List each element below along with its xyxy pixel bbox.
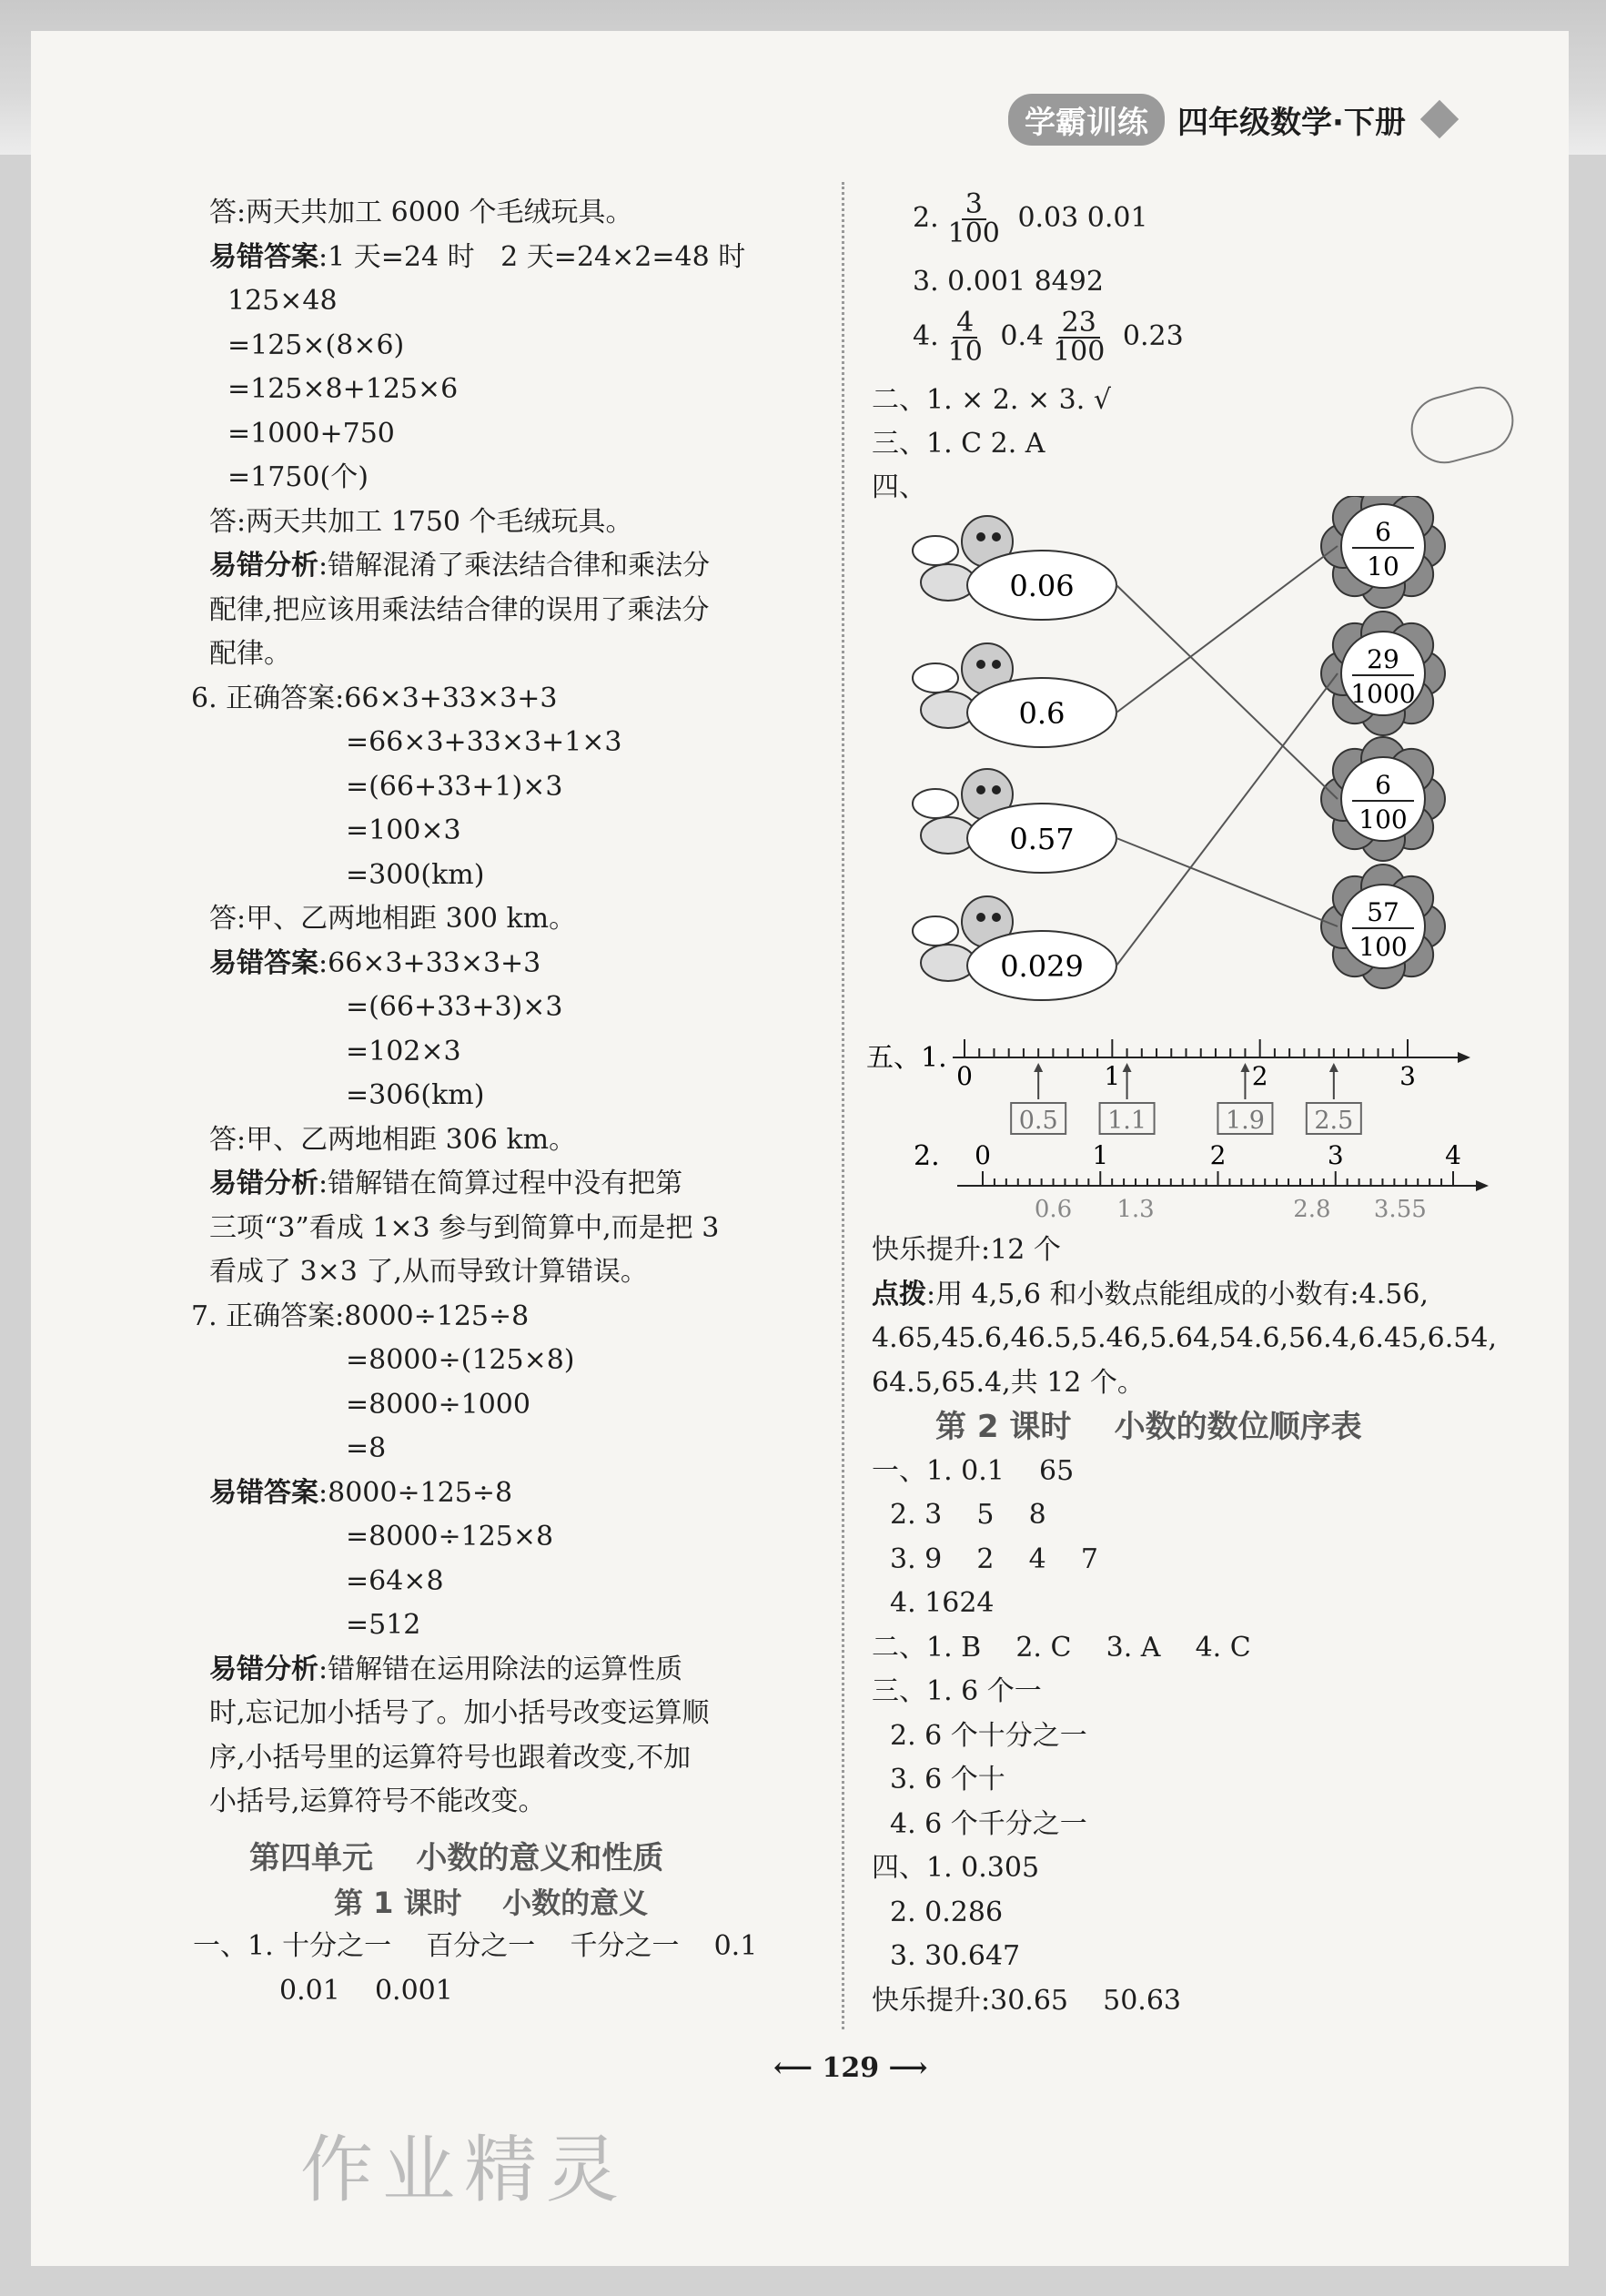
answer-line: 三、1. 6 个一 (872, 1675, 1042, 1707)
answer-line: =1000+750 (227, 417, 395, 450)
tick-label: 2 (1209, 1140, 1227, 1170)
answer-line: 2. $\frac{3}{100}$ 0.03 0.01 (913, 188, 1148, 249)
answer-line: =1750(个) (227, 461, 369, 493)
mark-value: 2.8 (1293, 1196, 1331, 1223)
answer-line: =102×3 (346, 1035, 461, 1067)
answer-line: =(66+33+1)×3 (346, 770, 563, 803)
right-column (872, 1229, 1509, 2023)
flower-item (1321, 737, 1445, 861)
answer-line: 一、1. 0.1 65 (872, 1454, 1075, 1487)
answer-line: 二、1. B 2. C 3. A 4. C (872, 1631, 1251, 1664)
flower-denominator: 100 (1359, 804, 1408, 834)
answer-line: 时,忘记加小括号了。加小括号改变运算顺 (209, 1697, 710, 1729)
answer-line: 答:两天共加工 6000 个毛绒玩具。 (209, 197, 633, 228)
answer-label: 易错答案 (209, 946, 318, 979)
answer-line: 序,小括号里的运算符号也跟着改变,不加 (209, 1741, 692, 1774)
page-number: ⟵ 129 ⟶ (773, 2052, 928, 2084)
answer-box-value: 0.5 (1018, 1107, 1058, 1135)
answer-label: 易错答案 (209, 1476, 318, 1509)
bee-value: 0.029 (1000, 949, 1084, 984)
bee-item (913, 896, 1116, 1000)
answer-line: =8 (346, 1432, 387, 1464)
bee-value: 0.06 (1009, 569, 1075, 603)
lesson-title: 第 1 课时 小数的意义 (334, 1885, 649, 1920)
fraction: $\frac{23}{100}$ (1053, 307, 1106, 368)
answer-line: 易错答案:1 天=24 时 2 天=24×2=48 时 (209, 240, 746, 273)
tick-label: 3 (1399, 1061, 1416, 1091)
grade-title: 四年级数学·下册 (1177, 104, 1406, 141)
answer-line: 4.65,45.6,46.5,5.46,5.64,54.6,56.4,6.45,6.54, (872, 1322, 1497, 1354)
fraction: $\frac{3}{100}$ (947, 188, 1000, 249)
bee-item (913, 643, 1116, 747)
numberline-label: 五、1. (866, 1042, 947, 1074)
answer-line: 125×48 (227, 285, 338, 317)
flower-denominator: 1000 (1350, 679, 1416, 709)
answer-line: =306(km) (346, 1079, 485, 1111)
fraction: $\frac{4}{10}$ (947, 307, 983, 368)
mark-value: 0.6 (1034, 1196, 1073, 1223)
answer-line: 3. 6 个十 (890, 1764, 1005, 1795)
flower-numerator: 29 (1367, 644, 1399, 674)
answer-line: 快乐提升:30.65 50.63 (872, 1984, 1182, 2017)
answer-line: 易错分析:错解错在简算过程中没有把第 (209, 1168, 683, 1199)
answer-line: 2. 0.286 (890, 1896, 1004, 1928)
tick-label: 1 (1092, 1140, 1109, 1170)
bee-value: 0.6 (1018, 696, 1066, 731)
answer-line: 3. 9 2 4 7 (890, 1542, 1098, 1575)
answer-line: 3. 30.647 (890, 1940, 1021, 1972)
answer-line: =64×8 (346, 1564, 444, 1597)
match-line (1116, 546, 1338, 713)
flower-item (1321, 496, 1445, 608)
flower-item (1321, 612, 1445, 735)
answer-line: 四、1. 0.305 (872, 1852, 1040, 1884)
answer-line: =125×8+125×6 (227, 373, 459, 405)
answer-line: 0.01 0.001 (279, 1974, 453, 2007)
answer-line: =66×3+33×3+1×3 (346, 726, 622, 758)
answer-line: 2. 3 5 8 (890, 1499, 1046, 1531)
match-line (1116, 838, 1338, 926)
answer-line: 4. 1624 (890, 1587, 995, 1619)
answer-label: 点拨 (872, 1278, 926, 1310)
answer-label: 易错分析 (209, 1168, 318, 1199)
flower-numerator: 57 (1367, 897, 1399, 927)
bee-item (913, 769, 1116, 873)
answer-line: =125×(8×6) (227, 329, 405, 361)
match-line (1116, 673, 1338, 966)
answer-line: 四、 (872, 471, 926, 503)
tick-label: 0 (956, 1061, 973, 1091)
answer-line: 答:甲、乙两地相距 306 km。 (209, 1123, 577, 1156)
answer-line: =512 (346, 1609, 421, 1641)
answer-line: =8000÷1000 (346, 1388, 530, 1421)
tick-label: 3 (1327, 1140, 1344, 1170)
answer-line: =8000÷(125×8) (346, 1344, 575, 1376)
answer-box-value: 2.5 (1314, 1107, 1354, 1135)
answer-label: 易错分析 (209, 1653, 318, 1685)
answer-line: 易错答案:66×3+33×3+3 (209, 946, 541, 979)
flower-denominator: 10 (1367, 551, 1399, 582)
left-bottom (193, 1836, 830, 2013)
tick-label: 2 (1251, 1061, 1268, 1091)
tick-label: 1 (1104, 1061, 1121, 1091)
answer-line: =8000÷125×8 (346, 1521, 554, 1553)
answer-line: 4. $\frac{4}{10}$ 0.4 $\frac{23}{100}$ 0.23 (913, 307, 1184, 368)
match-line (1116, 585, 1338, 799)
answer-line: 一、1. 十分之一 百分之一 千分之一 0.1 (193, 1930, 758, 1962)
flower-item (1321, 865, 1445, 988)
answer-line: 易错答案:8000÷125÷8 (209, 1476, 513, 1509)
left-column (191, 191, 819, 1825)
mark-value: 3.55 (1373, 1196, 1427, 1223)
page-header (1008, 93, 1490, 146)
answer-line: 小括号,运算符号不能改变。 (209, 1785, 546, 1817)
answer-line: 4. 6 个千分之一 (890, 1807, 1087, 1840)
answer-box-value: 1.9 (1225, 1107, 1265, 1135)
bee-value: 0.57 (1009, 822, 1075, 856)
matching-diagram (910, 496, 1492, 1024)
series-badge: 学霸训练 (1008, 94, 1165, 146)
answer-line: 答:甲、乙两地相距 300 km。 (209, 903, 577, 935)
answer-line: 三项“3”看成 1×3 参与到简算中,而是把 3 (209, 1211, 720, 1244)
answer-line: 配律,把应该用乘法结合律的误用了乘法分 (209, 593, 710, 626)
numberline-label: 2. (914, 1140, 940, 1172)
answer-line: 点拨:用 4,5,6 和小数点能组成的小数有:4.56, (872, 1278, 1429, 1310)
flower-numerator: 6 (1375, 517, 1391, 547)
diamond-icon (1420, 100, 1459, 138)
tick-label: 0 (975, 1140, 991, 1170)
answer-line: =300(km) (346, 858, 485, 891)
answer-line: =100×3 (346, 814, 461, 846)
answer-line: 7. 正确答案:8000÷125÷8 (191, 1300, 530, 1332)
answer-line: 易错分析:错解错在运用除法的运算性质 (209, 1653, 683, 1685)
number-lines (866, 1019, 1521, 1256)
answer-label: 易错答案 (209, 240, 318, 273)
right-top (872, 188, 1509, 504)
flower-denominator: 100 (1359, 932, 1408, 962)
mark-value: 1.3 (1116, 1196, 1155, 1223)
unit-title: 第四单元 小数的意义和性质 (249, 1840, 664, 1876)
answer-line: 易错分析:错解混淆了乘法结合律和乘法分 (209, 550, 711, 582)
answer-line: 快乐提升:12 个 (872, 1234, 1061, 1266)
answer-line: 64.5,65.4,共 12 个。 (872, 1366, 1145, 1399)
answer-line: 二、1. × 2. × 3. √ (872, 384, 1111, 416)
lesson-title: 第 2 课时 小数的数位顺序表 (935, 1409, 1362, 1445)
flower-numerator: 6 (1375, 770, 1391, 800)
answer-line: 配律。 (209, 638, 291, 670)
watermark: 作业精灵 (300, 2128, 628, 2212)
column-divider (842, 182, 844, 2029)
answer-line: 三、1. C 2. A (872, 428, 1045, 460)
answer-label: 易错分析 (209, 550, 318, 582)
answer-line: 2. 6 个十分之一 (890, 1719, 1087, 1752)
answer-box-value: 1.1 (1107, 1107, 1147, 1135)
answer-line: 6. 正确答案:66×3+33×3+3 (191, 682, 558, 714)
answer-line: 答:两天共加工 1750 个毛绒玩具。 (209, 505, 633, 538)
bee-item (913, 516, 1116, 620)
answer-line: =(66+33+3)×3 (346, 991, 563, 1023)
answer-line: 3. 0.001 8492 (913, 266, 1104, 298)
tick-label: 4 (1445, 1140, 1461, 1170)
answer-line: 看成了 3×3 了,从而导致计算错误。 (209, 1256, 648, 1288)
